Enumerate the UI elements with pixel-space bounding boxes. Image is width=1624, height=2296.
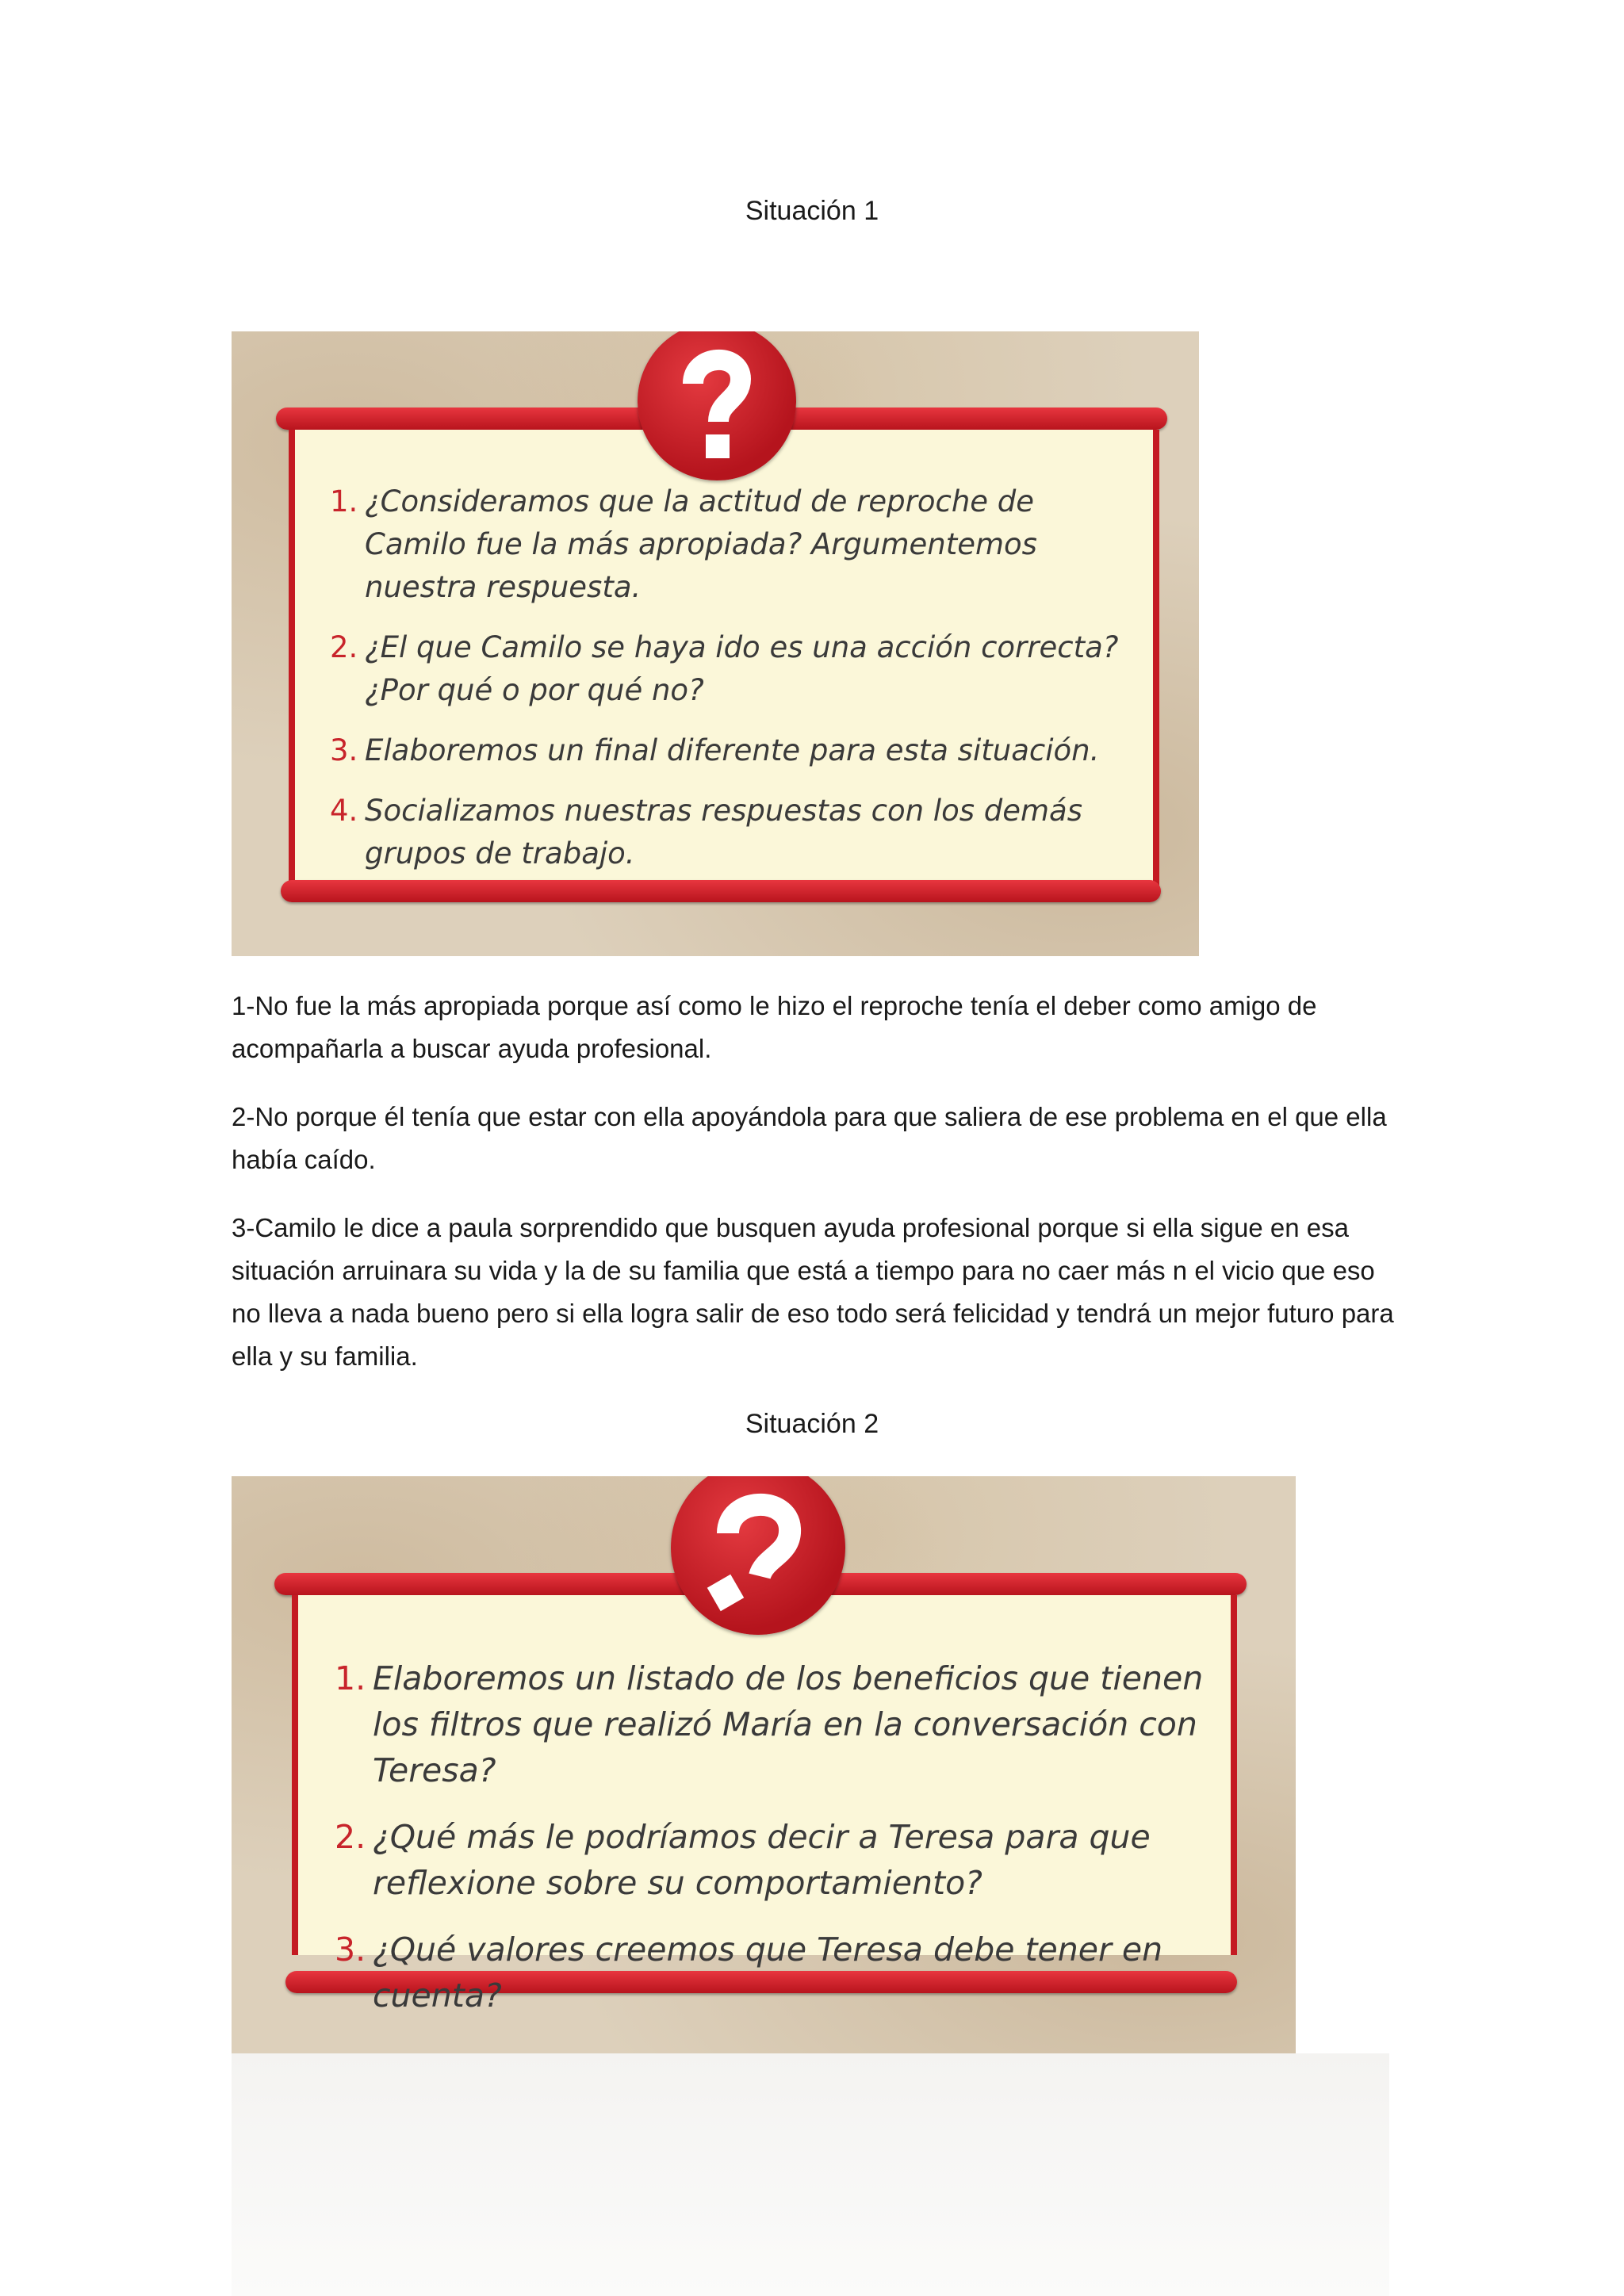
question-item: 3. Elaboremos un final diferente para esta situación. <box>330 733 1100 767</box>
question-item: 1. Elaboremos un listado de los beneficios que tienen los filtros que realizó María en la conversación con Teresa? <box>335 1659 1204 1789</box>
question-item: 2. ¿Qué más le podríamos decir a Teresa para que reflexione sobre su comportamiento? <box>335 1818 1151 1902</box>
question-list-1 <box>330 480 1123 875</box>
question-item: 2. ¿El que Camilo se haya ido es una acción correcta? ¿Por qué o por qué no? <box>330 630 1119 707</box>
question-mark-icon <box>671 1476 845 1635</box>
situation-1-title: Situación 1 <box>745 196 879 226</box>
question-item: 1. ¿Consideramos que la actitud de reproche de Camilo fue la más apropiada? Argumentemos nuestra respuesta. <box>330 484 1037 604</box>
card-bottom-rod <box>281 880 1161 902</box>
question-item: 3. ¿Qué valores creemos que Teresa debe tener en cuenta? <box>335 1931 1163 2015</box>
situation-2-title: Situación 2 <box>745 1409 879 1439</box>
question-mark-icon <box>638 331 796 480</box>
answer-1: 1-No fue la más apropiada porque así como le hizo el reproche tenía el deber como amigo de acompañarla a buscar ayuda profesional. <box>232 991 1317 1063</box>
answer-2: 2-No porque él tenía que estar con ella apoyándola para que saliera de ese problema en el que ella había caído. <box>232 1102 1387 1174</box>
answer-3: 3-Camilo le dice a paula sorprendido que busquen ayuda profesional porque si ella sigue en esa situación arruinara su vida y la de su familia que está a tiempo para no caer más n el vicio que eso no lleva a nada bueno pero si ella logra salir de eso todo será felicidad y tendrá un mejor futuro para ella y su familia. <box>232 1213 1394 1371</box>
question-card-1 <box>232 331 1199 956</box>
question-card-2 <box>232 1476 1296 2053</box>
question-item: 4. Socializamos nuestras respuestas con los demás grupos de trabajo. <box>330 794 1083 871</box>
question-list-2 <box>335 1655 1231 2019</box>
page-fade <box>232 2053 1389 2296</box>
